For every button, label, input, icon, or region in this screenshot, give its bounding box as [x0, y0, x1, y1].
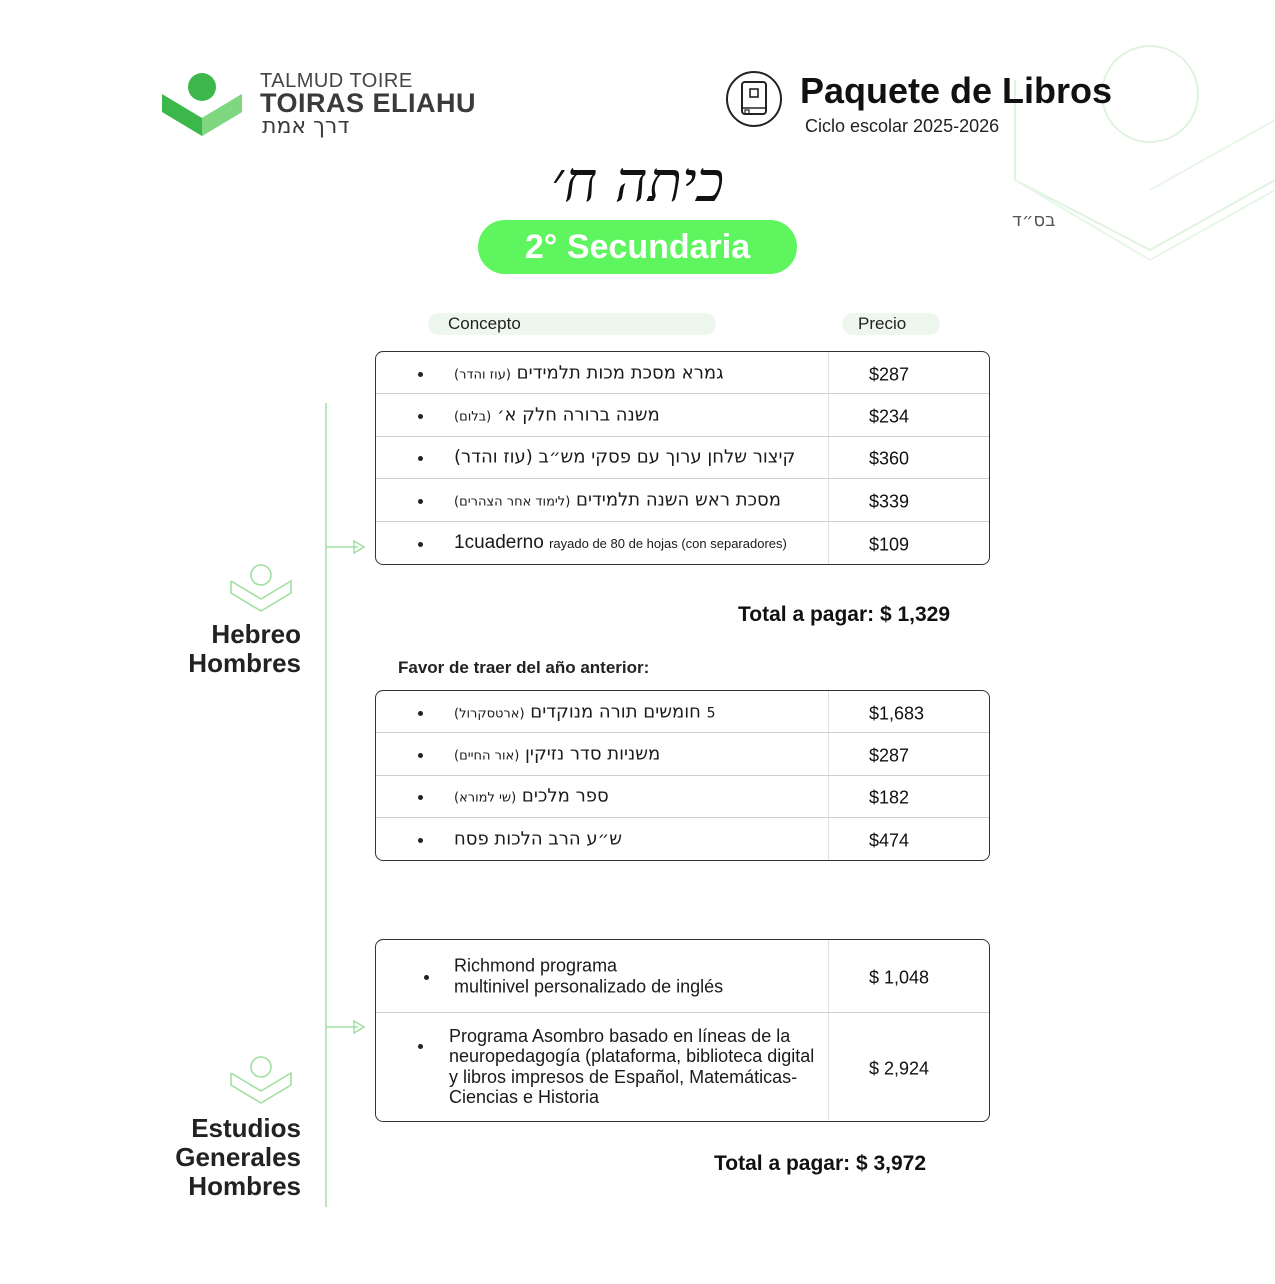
table-row: 5 חומשים תורה מנוקדים (ארטסקרול) $1,683: [376, 691, 989, 733]
section-timeline: [220, 395, 370, 1215]
generales-section-label: Estudios Generales Hombres: [175, 1113, 301, 1201]
table-row: קיצור שלחן ערוך עם פסקי מש״ב (עוז והדר) $360: [376, 437, 989, 479]
hebreo-table: [375, 351, 990, 565]
page-subtitle: Ciclo escolar 2025-2026: [805, 116, 1000, 136]
table-row: ספר מלכים (שי למורא) $182: [376, 776, 989, 818]
generales-total: Total a pagar: $ 3,972: [714, 1152, 927, 1175]
book-icon: [725, 70, 783, 128]
table-row: משניות סדר נזיקין (אור החיים) $287: [376, 733, 989, 775]
table-row: גמרא מסכת מכות תלמידים (עוז והדר) $287: [376, 352, 989, 394]
page-title: Paquete de Libros: [800, 70, 1113, 111]
table-row: מסכת ראש השנה תלמידים (לימוד אחר הצהרים) $339: [376, 479, 989, 521]
table-row: Richmond programa multinivel personalizado de inglés $ 1,048: [376, 940, 989, 1013]
logo-line2: TOIRAS ELIAHU: [260, 88, 477, 118]
generales-section-icon: [231, 1057, 291, 1103]
hebreo-section-label: Hebreo Hombres: [188, 619, 301, 678]
table-row: ש״ע הרב הלכות פסח $474: [376, 818, 989, 860]
column-header-precio: Precio: [842, 313, 940, 335]
table-row: 1cuaderno rayado de 80 de hojas (con separadores) $109: [376, 522, 989, 564]
hebreo-total: Total a pagar: $ 1,329: [738, 603, 951, 626]
logo-line3: דרך אמת: [262, 114, 350, 139]
table-row: משנה ברורה חלק א׳ (בלום) $234: [376, 394, 989, 436]
logo-chevron-icon: [160, 70, 246, 140]
table-row: Programa Asombro basado en líneas de la neuropedagogía (plataforma, biblioteca digital y libros impresos de Español, Matemáticas- Ciencias e Historia $ 2,924: [376, 1013, 989, 1120]
grade-pill: 2° Secundaria: [478, 220, 797, 274]
favor-title: Favor de traer del año anterior:: [398, 658, 650, 677]
grade-hebrew: כיתה ח׳: [551, 150, 724, 215]
hebreo-section-icon: [231, 565, 291, 611]
bsd-text: בס״ד: [1012, 210, 1056, 231]
logo-line1: TALMUD TOIRE: [260, 70, 413, 92]
column-header-concepto: Concepto: [428, 313, 716, 335]
generales-table: [375, 939, 990, 1122]
favor-table: [375, 690, 990, 861]
